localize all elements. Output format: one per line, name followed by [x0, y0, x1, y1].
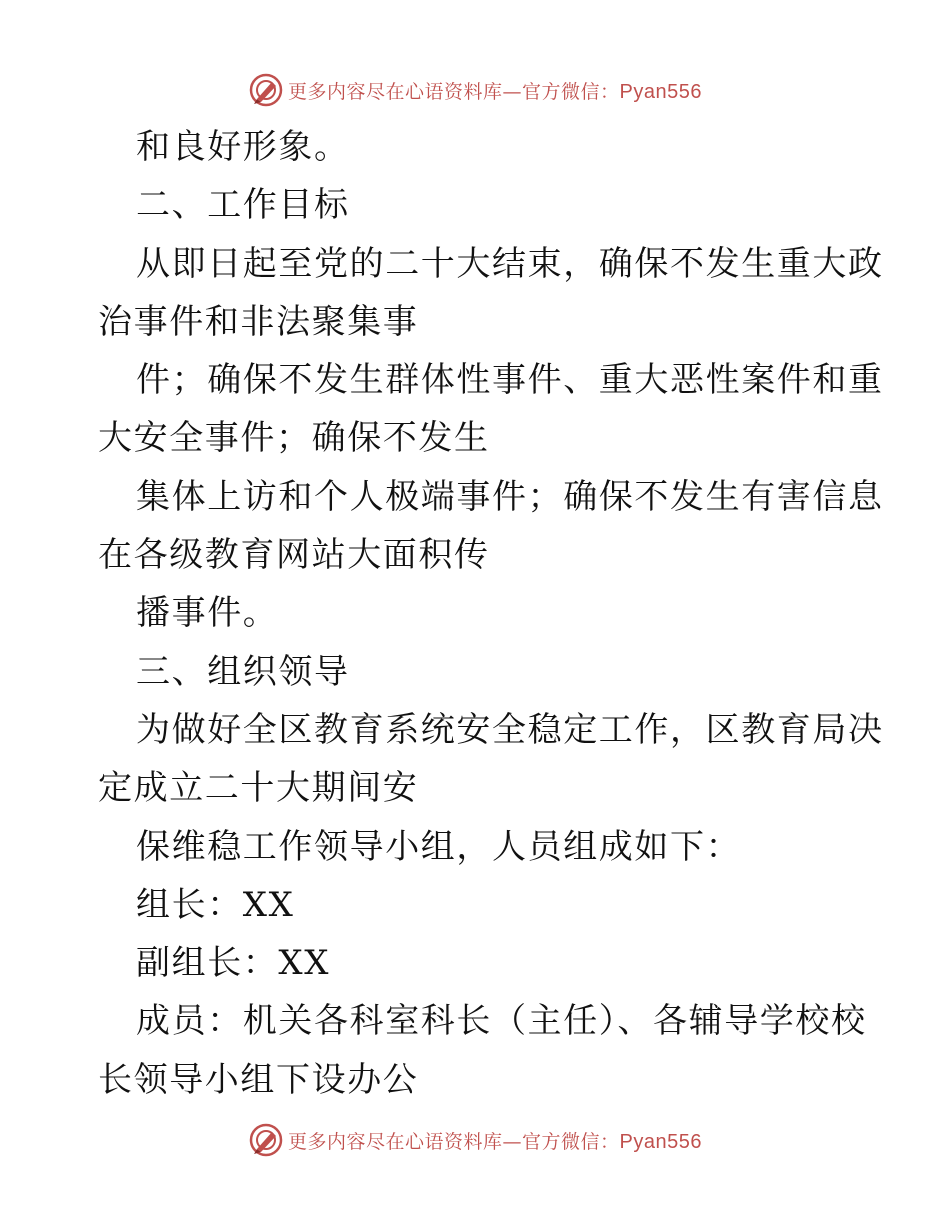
header-watermark: [0, 70, 950, 110]
body-line: 集体上访和个人极端事件；确保不发生有害信息: [136, 476, 884, 517]
body-line: 和良好形象。: [136, 127, 350, 167]
body-line: 播事件。: [136, 593, 279, 634]
document-body: [98, 118, 884, 1109]
watermark-text: 更多内容尽在心语资料库—官方微信：Pyan556: [288, 1130, 702, 1153]
pen-logo-icon: [248, 1122, 284, 1158]
pen-logo-icon: [248, 72, 284, 108]
members-line: 成员：机关各科室科长（主任）、各辅导学校校: [136, 1001, 867, 1042]
body-line: 件；确保不发生群体性事件、重大恶性案件和重: [136, 360, 884, 401]
body-line: 定成立二十大期间安: [98, 768, 419, 809]
footer-watermark: [0, 1120, 950, 1160]
body-line: 治事件和非法聚集事: [98, 301, 419, 342]
body-line: 在各级教育网站大面积传: [98, 535, 490, 576]
body-line: 大安全事件；确保不发生: [98, 418, 490, 459]
body-line: 长领导小组下设办公: [98, 1059, 419, 1100]
section-heading-goals: 二、工作目标: [136, 185, 350, 226]
body-line: 保维稳工作领导小组，人员组成如下：: [136, 826, 742, 867]
group-leader-line: 组长：XX: [136, 884, 295, 925]
body-line: 为做好全区教育系统安全稳定工作，区教育局决: [136, 709, 884, 750]
watermark-id: Pyan556: [619, 80, 702, 103]
watermark-text: 更多内容尽在心语资料库—官方微信：Pyan556: [288, 80, 702, 103]
watermark-id: Pyan556: [619, 1130, 702, 1153]
body-line: 从即日起至党的二十大结束，确保不发生重大政: [136, 243, 884, 284]
deputy-leader-line: 副组长：XX: [136, 943, 331, 984]
section-heading-leadership: 三、组织领导: [136, 651, 350, 692]
